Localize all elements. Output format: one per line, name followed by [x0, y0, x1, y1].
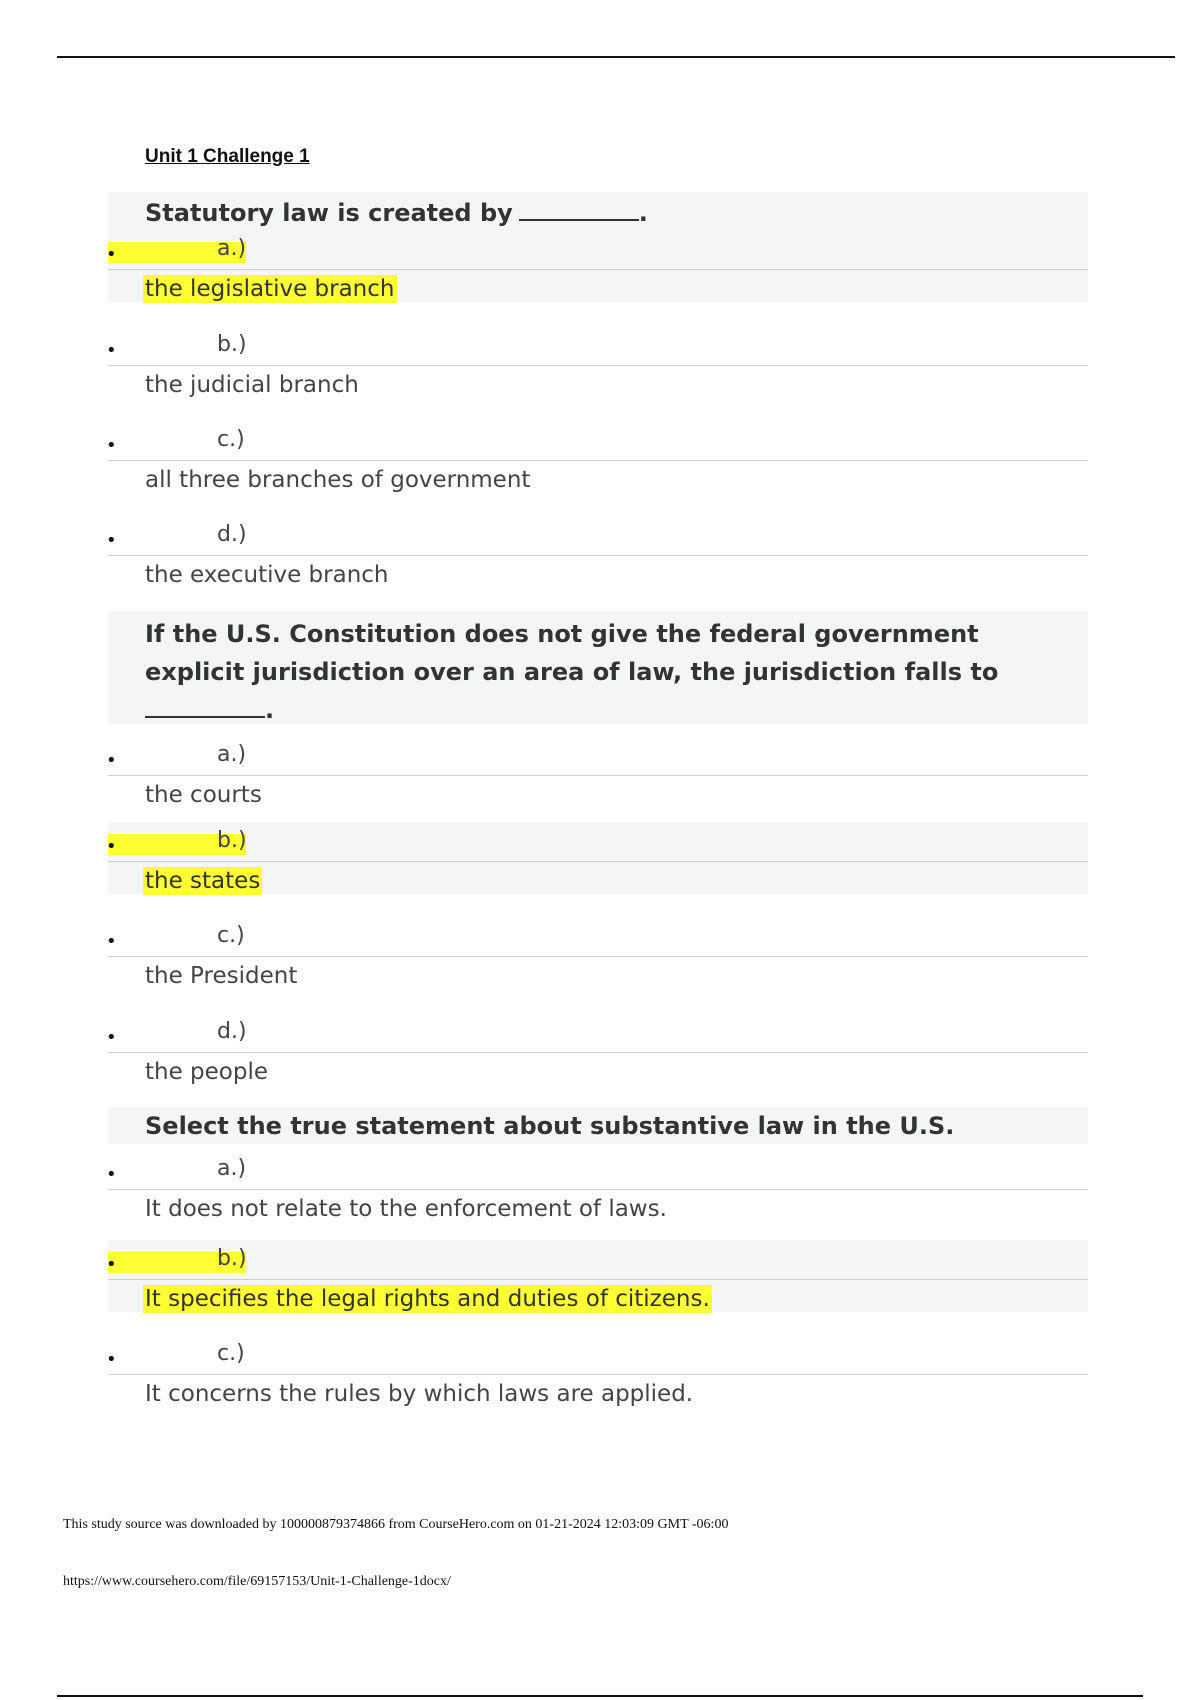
option-divider — [108, 460, 1088, 461]
option-divider — [108, 555, 1088, 556]
option-text: all three branches of government — [145, 467, 531, 493]
question-1-text: Statutory law is created by — [145, 199, 513, 227]
option-divider — [108, 1374, 1088, 1375]
question-1-option-c[interactable] — [108, 421, 1088, 511]
bullet-icon: • — [106, 244, 117, 265]
question-3-prompt — [108, 1107, 1088, 1144]
question-2-line-3 — [145, 691, 1052, 729]
bullet-icon: • — [106, 836, 117, 857]
fill-in-blank — [145, 692, 265, 718]
question-2-suffix: . — [265, 696, 275, 724]
option-divider — [108, 1189, 1088, 1190]
option-letter: b.) — [217, 828, 247, 853]
question-2-option-b[interactable] — [108, 822, 1088, 894]
question-1-option-b[interactable] — [108, 326, 1088, 416]
top-rule — [57, 56, 1175, 58]
page-title: Unit 1 Challenge 1 — [145, 146, 310, 167]
option-text: the President — [145, 963, 298, 989]
option-letter: c.) — [217, 427, 245, 452]
question-1-option-a[interactable] — [108, 230, 1088, 302]
question-2-option-d[interactable] — [108, 1013, 1088, 1103]
option-letter: d.) — [217, 522, 247, 547]
option-letter: a.) — [217, 742, 247, 767]
option-text: the judicial branch — [145, 372, 359, 398]
option-text — [145, 868, 262, 894]
option-text: the courts — [145, 782, 262, 808]
option-divider — [108, 861, 1088, 862]
source-url[interactable]: https://www.coursehero.com/file/69157153/Unit-1-Challenge-1docx/ — [63, 1574, 451, 1589]
option-text — [145, 1286, 712, 1312]
question-2-option-a[interactable] — [108, 736, 1088, 826]
option-divider — [108, 956, 1088, 957]
question-3-option-b[interactable] — [108, 1240, 1088, 1312]
option-letter: d.) — [217, 1019, 247, 1044]
bullet-icon: • — [106, 1254, 117, 1275]
selected-answer-text: It specifies the legal rights and duties of citizens. — [145, 1286, 710, 1312]
question-1-option-d[interactable] — [108, 516, 1088, 606]
option-text: the executive branch — [145, 562, 389, 588]
option-divider — [108, 365, 1088, 366]
bullet-icon: • — [106, 931, 117, 952]
question-2-line-2: explicit jurisdiction over an area of law, the jurisdiction falls to — [145, 658, 999, 686]
option-text: It does not relate to the enforcement of laws. — [145, 1196, 667, 1222]
option-text: the people — [145, 1059, 269, 1085]
option-divider — [108, 775, 1088, 776]
option-divider — [108, 1052, 1088, 1053]
download-notice: This study source was downloaded by 100000879374866 from CourseHero.com on 01-21-2024 12:03:09 GMT -06:00 — [63, 1517, 729, 1532]
bullet-icon: • — [106, 750, 117, 771]
option-text: It concerns the rules by which laws are applied. — [145, 1381, 694, 1407]
question-3-option-a[interactable] — [108, 1150, 1088, 1240]
question-1-suffix: . — [638, 199, 648, 227]
question-2-line-1: If the U.S. Constitution does not give the federal government — [145, 620, 979, 648]
bullet-icon: • — [106, 530, 117, 551]
bullet-icon: • — [106, 1349, 117, 1370]
option-divider — [108, 269, 1088, 270]
bottom-rule — [57, 1695, 1143, 1697]
selected-answer-text: the legislative branch — [145, 276, 395, 302]
option-divider — [108, 1279, 1088, 1280]
question-3-option-c[interactable] — [108, 1335, 1088, 1425]
bullet-icon: • — [106, 1027, 117, 1048]
option-letter: a.) — [217, 1156, 247, 1181]
option-letter: c.) — [217, 923, 245, 948]
question-3-text: Select the true statement about substantive law in the U.S. — [145, 1112, 955, 1140]
option-letter: b.) — [217, 332, 247, 357]
bullet-icon: • — [106, 340, 117, 361]
option-letter: a.) — [217, 236, 247, 261]
bullet-icon: • — [106, 1164, 117, 1185]
option-letter: b.) — [217, 1246, 247, 1271]
question-2-option-c[interactable] — [108, 917, 1088, 1007]
bullet-icon: • — [106, 435, 117, 456]
option-text — [145, 276, 397, 302]
selected-answer-text: the states — [145, 868, 261, 894]
question-2-prompt — [108, 611, 1088, 724]
option-letter: c.) — [217, 1341, 245, 1366]
fill-in-blank — [519, 195, 639, 221]
